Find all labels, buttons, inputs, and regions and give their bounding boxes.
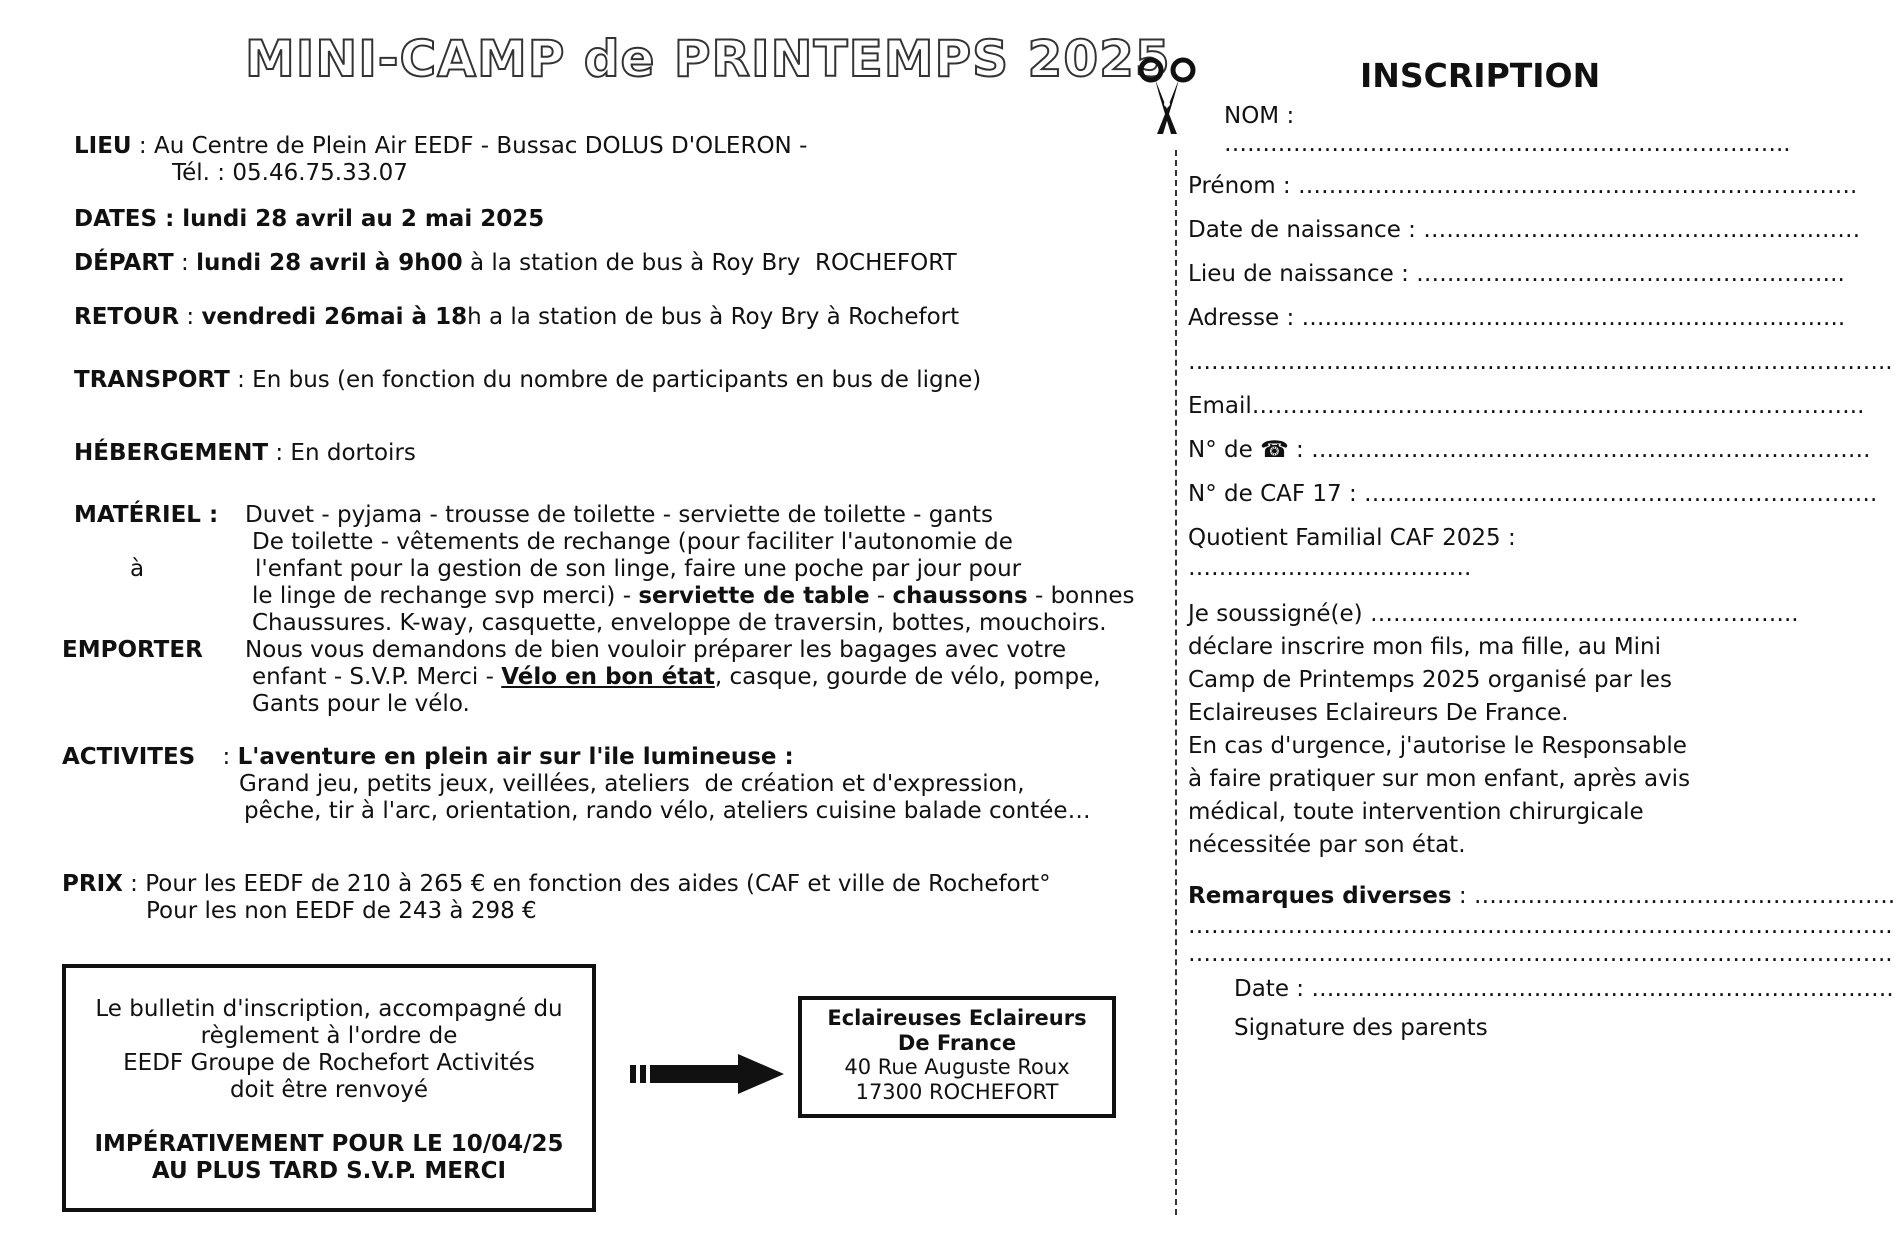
address-street: 40 Rue Auguste Roux [844, 1055, 1070, 1079]
materiel-line: De toilette - vêtements de rechange (pour faciliter l'autonomie de [252, 529, 1013, 555]
address-box [798, 996, 1116, 1118]
activites-text: pêche, tir à l'arc, orientation, rando vélo, ateliers cuisine balade contée… [244, 798, 1091, 824]
depart-label: DÉPART [74, 250, 174, 276]
signature-label: Signature des parents [1234, 1015, 1488, 1041]
birthdate-field[interactable]: Date de naissance : ………………………………………………… [1188, 217, 1861, 243]
materiel-text: le linge de rechange svp merci) - [252, 583, 639, 609]
materiel-text: enfant - S.V.P. Merci - [252, 664, 502, 690]
lieu-tel: Tél. : 05.46.75.33.07 [172, 160, 408, 186]
cut-line [1175, 150, 1177, 1215]
depart-sep: : [173, 250, 197, 276]
hebergement-text: : En dortoirs [268, 440, 416, 466]
box-text: doit être renvoyé [229, 1077, 429, 1103]
retour-line [74, 304, 959, 331]
scissors-icon [1133, 54, 1201, 138]
prix-text: : Pour les EEDF de 210 à 265 € en fonction des aides (CAF et ville de Rochefort° [122, 871, 1051, 897]
materiel-label: MATÉRIEL : [74, 502, 219, 528]
box-text: règlement à l'ordre de [200, 1023, 458, 1049]
prix-text: Pour les non EEDF de 243 à 298 € [146, 898, 537, 924]
page-title: MINI-CAMP de PRINTEMPS 2025 [245, 30, 1171, 88]
materiel-line [252, 664, 1101, 691]
transport-text: : En bus (en fonction du nombre de participants en bus de ligne) [229, 367, 982, 393]
transport-label: TRANSPORT [74, 367, 230, 393]
remarques-field[interactable] [1188, 882, 1895, 910]
soussigne-field[interactable]: Je soussigné(e) ……………………………………………….. [1188, 601, 1799, 627]
activites-line [62, 744, 794, 771]
quotient-label: Quotient Familial CAF 2025 : [1188, 525, 1516, 551]
email-field[interactable]: Email…………………………………………………………………….. [1188, 393, 1865, 419]
caf-field[interactable]: N° de CAF 17 : …………………………………………………………. [1188, 481, 1878, 507]
materiel-line: l'enfant pour la gestion de son linge, faire une poche par jour pour [255, 556, 1022, 582]
deadline-text: AU PLUS TARD S.V.P. MERCI [151, 1158, 507, 1184]
right-arrow-icon [628, 1052, 788, 1096]
dates-line: DATES : lundi 28 avril au 2 mai 2025 [74, 206, 545, 232]
retour-sep: : [179, 304, 202, 330]
activites-text: Grand jeu, petits jeux, veillées, ateliers de création et d'expression, [239, 771, 1025, 797]
deadline-text: IMPÉRATIVEMENT POUR LE 10/04/25 [94, 1131, 564, 1157]
declaration-text: déclare inscrire mon fils, ma fille, au Mini Camp de Printemps 2025 organisé par les Eclaireuses Eclaireurs De France. [1188, 634, 1672, 726]
box-text: Le bulletin d'inscription, accompagné du [95, 996, 563, 1022]
inscription-title: INSCRIPTION [1360, 56, 1601, 95]
materiel-sep: - [869, 583, 893, 609]
address-field[interactable]: Adresse : …………………………………………………………….. [1188, 305, 1846, 331]
materiel-line: Duvet - pyjama - trousse de toilette - serviette de toilette - gants [245, 502, 994, 528]
activites-label: ACTIVITES [62, 744, 196, 770]
phone-dots: : ………………………………………………………………. [1288, 437, 1871, 463]
activites-sep: : [215, 744, 238, 770]
quotient-field[interactable]: ………………………………. [1188, 555, 1472, 581]
org-name: De France [897, 1030, 1017, 1055]
phone-field[interactable] [1188, 436, 1870, 464]
retour-time: vendredi 26mai à 18 [201, 304, 468, 330]
phone-icon: ☎ [1260, 437, 1289, 463]
transport-line [74, 367, 981, 394]
remarques-label: Remarques diverses [1188, 883, 1452, 909]
prenom-field[interactable]: Prénom : ………………………………………………………………. [1188, 173, 1858, 199]
prix-line [62, 871, 1051, 898]
activites-headline: L'aventure en plein air sur l'ile lumineuse : [237, 744, 794, 770]
deadline-box [62, 964, 596, 1212]
phone-label: N° de [1188, 437, 1261, 463]
address-city: 17300 ROCHEFORT [855, 1079, 1059, 1104]
materiel-text: - bonnes [1027, 583, 1135, 609]
date-field[interactable]: Date : …………………………………………………………………. [1234, 976, 1894, 1002]
remarques-dots: : ………………………………………………. [1451, 883, 1895, 909]
materiel-text: , casque, gourde de vélo, pompe, [714, 664, 1101, 690]
hebergement-line [74, 440, 416, 467]
depart-text: à la station de bus à Roy Bry ROCHEFORT [462, 250, 957, 276]
org-name: Eclaireuses Eclaireurs [827, 1006, 1087, 1030]
remarques-line[interactable]: ……………………………………………………………………………….. [1188, 941, 1893, 967]
remarques-line[interactable]: ……………………………………………………………………………….. [1188, 913, 1893, 939]
materiel-line: Nous vous demandons de bien vouloir préparer les bagages avec votre [245, 637, 1067, 663]
nom-field[interactable]: ……………………………………………………………….. [1224, 131, 1791, 157]
address-field-2[interactable]: ……………………………………………………………………………….. [1188, 349, 1893, 375]
nom-label: NOM : [1224, 103, 1295, 129]
retour-text: h a la station de bus à Roy Bry à Rochefort [467, 304, 960, 330]
depart-time: lundi 28 avril à 9h00 [196, 250, 463, 276]
a-label: à [130, 556, 145, 582]
materiel-line: Chaussures. K-way, casquette, enveloppe de traversin, bottes, mouchoirs. [252, 610, 1107, 636]
hebergement-label: HÉBERGEMENT [74, 440, 269, 466]
lieu-label: LIEU [74, 133, 132, 159]
velo-highlight: Vélo en bon état [501, 664, 715, 690]
lieu-text: : Au Centre de Plein Air EEDF - Bussac DOLUS D'OLERON - [131, 133, 808, 159]
depart-line [74, 250, 957, 277]
retour-label: RETOUR [74, 304, 180, 330]
box-text: EEDF Groupe de Rochefort Activités [123, 1050, 535, 1076]
serviette-table: serviette de table [638, 583, 870, 609]
materiel-line: Gants pour le vélo. [252, 691, 470, 717]
emporter-label: EMPORTER [62, 637, 203, 663]
authorization-text: En cas d'urgence, j'autorise le Responsable à faire pratiquer sur mon enfant, après avis médical, toute intervention chirurgicale nécessitée par son état. [1188, 733, 1691, 858]
chaussons: chaussons [892, 583, 1028, 609]
lieu-line [74, 133, 807, 160]
materiel-line [252, 583, 1135, 610]
prix-label: PRIX [62, 871, 123, 897]
birthplace-field[interactable]: Lieu de naissance : ……………………………………………….. [1188, 261, 1845, 287]
